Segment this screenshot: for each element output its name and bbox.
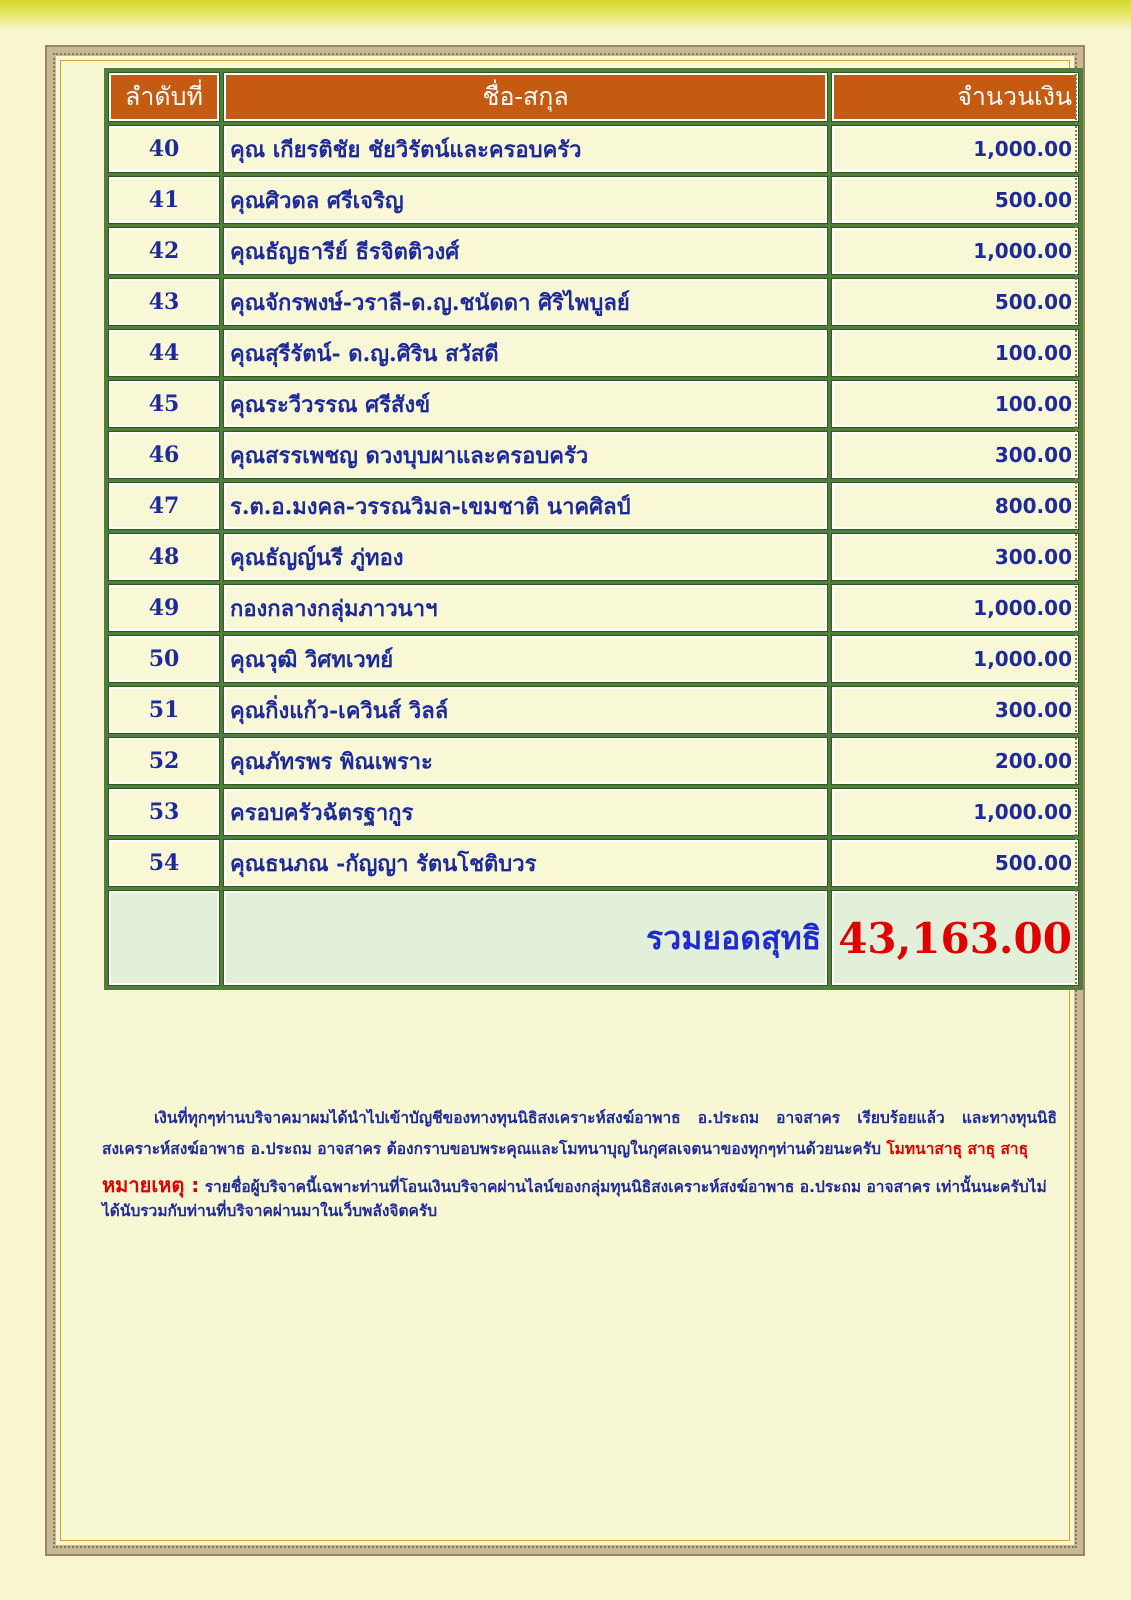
row-seq: 53	[109, 789, 219, 835]
row-amount: 1,000.00	[832, 126, 1078, 172]
table-row	[109, 279, 1078, 325]
row-seq: 54	[109, 840, 219, 886]
row-amount: 200.00	[832, 738, 1078, 784]
row-amount: 800.00	[832, 483, 1078, 529]
row-name: คุณภัทรพร พิณเพราะ	[224, 738, 827, 784]
thanks-text: เงินที่ทุกๆท่านบริจาคมาผมได้นำไปเข้าบัญชีของทางทุนนิธิสงเคราะห์สงฆ์อาพาธ อ.ประถม อาจสาคร เรียบร้อยแล้ว และทางทุนนิธิสงเคราะห์สงฆ์อาพาธ อ.ประถม อาจสาคร ต้องกราบขอบพระคุณและโมทนาบุญในกุศลเจตนาของทุกๆท่านด้วยนะครับ	[102, 1109, 1057, 1158]
row-name: กองกลางกลุ่มภาวนาฯ	[224, 585, 827, 631]
table-row	[109, 636, 1078, 682]
donor-table	[104, 68, 1083, 990]
table-row	[109, 177, 1078, 223]
row-seq: 52	[109, 738, 219, 784]
thanks-paragraph	[102, 1103, 1057, 1165]
header-name: ชื่อ-สกุล	[224, 73, 827, 121]
row-amount: 300.00	[832, 432, 1078, 478]
row-name: คุณศิวดล ศรีเจริญ	[224, 177, 827, 223]
row-seq: 44	[109, 330, 219, 376]
row-amount: 100.00	[832, 330, 1078, 376]
row-name: คุณระวีวรรณ ศรีสังข์	[224, 381, 827, 427]
total-label: รวมยอดสุทธิ	[224, 891, 827, 985]
row-seq: 46	[109, 432, 219, 478]
table-row	[109, 534, 1078, 580]
row-name: คุณสุรีรัตน์- ด.ญ.ศิริน สวัสดี	[224, 330, 827, 376]
row-amount: 100.00	[832, 381, 1078, 427]
total-row	[109, 891, 1078, 985]
row-name: คุณ เกียรติชัย ชัยวิรัตน์และครอบครัว	[224, 126, 827, 172]
row-seq: 41	[109, 177, 219, 223]
table-row	[109, 381, 1078, 427]
row-name: ร.ต.อ.มงคล-วรรณวิมล-เขมชาติ นาคศิลป์	[224, 483, 827, 529]
row-seq: 51	[109, 687, 219, 733]
table-row	[109, 687, 1078, 733]
donor-rows	[109, 126, 1078, 985]
row-seq: 48	[109, 534, 219, 580]
blessing-text: โมทนาสาธุ สาธุ สาธุ	[886, 1140, 1029, 1158]
table-row	[109, 840, 1078, 886]
row-name: คุณธัญธารีย์ ธีรจิตติวงศ์	[224, 228, 827, 274]
row-amount: 500.00	[832, 840, 1078, 886]
row-name: คุณธนภณ -กัญญา รัตนโชติบวร	[224, 840, 827, 886]
row-amount: 300.00	[832, 687, 1078, 733]
row-amount: 1,000.00	[832, 789, 1078, 835]
row-amount: 500.00	[832, 177, 1078, 223]
row-amount: 1,000.00	[832, 585, 1078, 631]
table-row	[109, 126, 1078, 172]
row-name: คุณสรรเพชญ ดวงบุบผาและครอบครัว	[224, 432, 827, 478]
table-row	[109, 789, 1078, 835]
top-gradient-band	[0, 0, 1131, 30]
table-row	[109, 585, 1078, 631]
row-name: คุณวุฒิ วิศทเวทย์	[224, 636, 827, 682]
row-name: คุณกิ่งแก้ว-เควินส์ วิลล์	[224, 687, 827, 733]
row-amount: 500.00	[832, 279, 1078, 325]
header-amount: จำนวนเงิน	[832, 73, 1078, 121]
remark-text: รายชื่อผู้บริจาคนี้เฉพาะท่านที่โอนเงินบริจาคผ่านไลน์ของกลุ่มทุนนิธิสงเคราะห์สงฆ์อาพาธ อ.ประถม อาจสาคร เท่านั้นนะครับไม่ได้นับรวมกับท่านที่บริจาคผ่านมาในเว็บพลังจิตครับ	[102, 1178, 1047, 1220]
table-header-row	[109, 73, 1078, 121]
remark-label: หมายเหตุ :	[102, 1173, 200, 1197]
row-amount: 300.00	[832, 534, 1078, 580]
table-row	[109, 432, 1078, 478]
page-frame	[45, 45, 1085, 1556]
row-seq: 42	[109, 228, 219, 274]
row-amount: 1,000.00	[832, 636, 1078, 682]
table-row	[109, 738, 1078, 784]
remark-paragraph	[102, 1173, 1057, 1223]
row-seq: 47	[109, 483, 219, 529]
total-value: 43,163.00	[832, 891, 1078, 985]
row-name: คุณจักรพงษ์-วราลี-ด.ญ.ชนัดดา ศิริไพบูลย์	[224, 279, 827, 325]
row-seq: 49	[109, 585, 219, 631]
row-seq: 40	[109, 126, 219, 172]
table-row	[109, 228, 1078, 274]
total-empty-cell	[109, 891, 219, 985]
notes-section	[102, 1103, 1057, 1223]
row-seq: 43	[109, 279, 219, 325]
table-row	[109, 483, 1078, 529]
row-seq: 50	[109, 636, 219, 682]
table-row	[109, 330, 1078, 376]
header-seq: ลำดับที่	[109, 73, 219, 121]
row-amount: 1,000.00	[832, 228, 1078, 274]
row-name: คุณธัญญ์นรี ภู่ทอง	[224, 534, 827, 580]
row-name: ครอบครัวฉัตรฐากูร	[224, 789, 827, 835]
row-seq: 45	[109, 381, 219, 427]
